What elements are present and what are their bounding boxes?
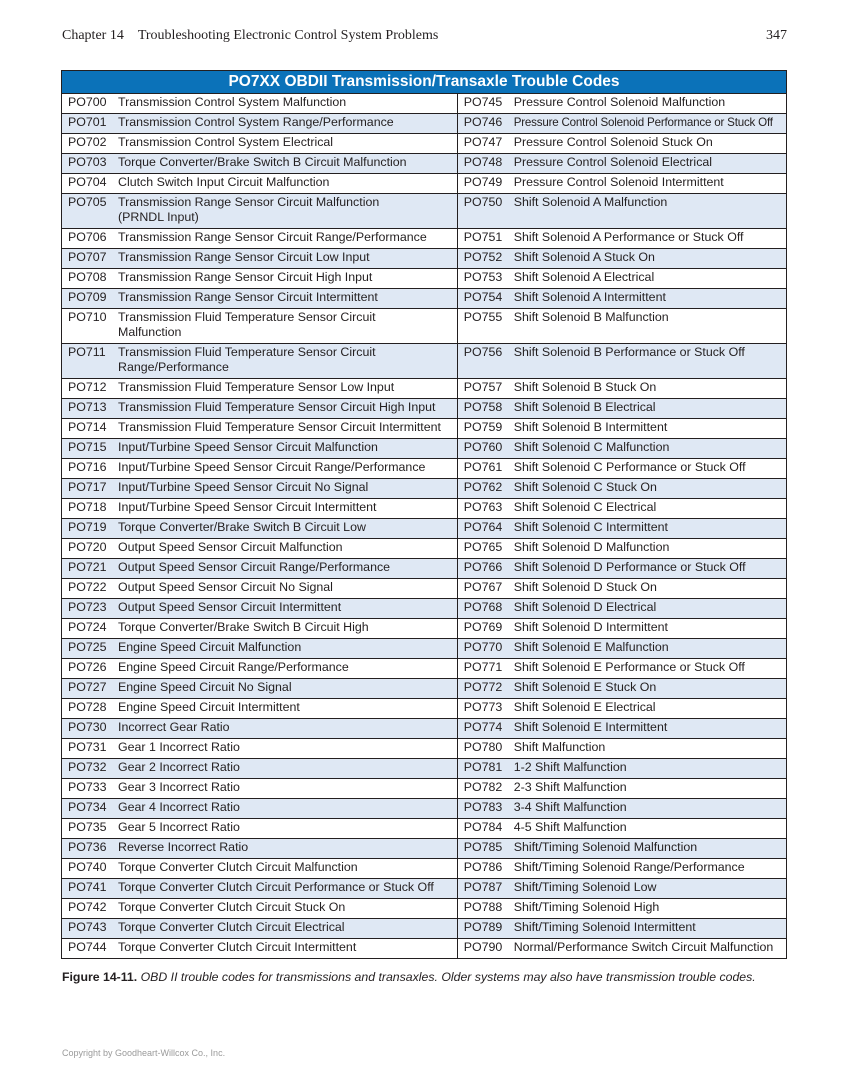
cell-description: Shift/Timing Solenoid Intermittent [508, 919, 787, 939]
cell-description: Shift Solenoid C Electrical [508, 499, 787, 519]
cell-description: Shift Solenoid A Malfunction [508, 194, 787, 229]
cell-code: PO716 [62, 459, 113, 479]
cell-code: PO766 [457, 559, 508, 579]
table-row [62, 719, 787, 739]
table-row [62, 839, 787, 859]
table-row [62, 174, 787, 194]
cell-code: PO740 [62, 859, 113, 879]
cell-description: Shift Solenoid A Stuck On [508, 249, 787, 269]
cell-code: PO714 [62, 419, 113, 439]
cell-code: PO741 [62, 879, 113, 899]
cell-description: Pressure Control Solenoid Electrical [508, 154, 787, 174]
cell-code: PO724 [62, 619, 113, 639]
cell-code: PO712 [62, 379, 113, 399]
cell-description: Output Speed Sensor Circuit No Signal [112, 579, 457, 599]
cell-code: PO763 [457, 499, 508, 519]
cell-description: Shift Solenoid B Intermittent [508, 419, 787, 439]
cell-description: Gear 2 Incorrect Ratio [112, 759, 457, 779]
cell-description: Torque Converter Clutch Circuit Malfunction [112, 859, 457, 879]
cell-description: Engine Speed Circuit No Signal [112, 679, 457, 699]
table-row [62, 879, 787, 899]
cell-code: PO708 [62, 269, 113, 289]
table-row [62, 114, 787, 134]
cell-code: PO726 [62, 659, 113, 679]
cell-code: PO752 [457, 249, 508, 269]
table-row [62, 439, 787, 459]
table-row [62, 739, 787, 759]
cell-description: Shift Malfunction [508, 739, 787, 759]
cell-code: PO709 [62, 289, 113, 309]
cell-description: Shift Solenoid B Performance or Stuck Off [508, 344, 787, 379]
cell-description: Shift Solenoid E Malfunction [508, 639, 787, 659]
cell-description: Gear 5 Incorrect Ratio [112, 819, 457, 839]
cell-description: Shift Solenoid C Stuck On [508, 479, 787, 499]
figure-caption [62, 970, 756, 984]
cell-description: Shift Solenoid D Stuck On [508, 579, 787, 599]
cell-code: PO718 [62, 499, 113, 519]
cell-description: Shift Solenoid D Electrical [508, 599, 787, 619]
cell-description: Transmission Fluid Temperature Sensor Circuit Malfunction [112, 309, 457, 344]
table-row [62, 539, 787, 559]
cell-description: 2-3 Shift Malfunction [508, 779, 787, 799]
cell-description: Shift Solenoid E Performance or Stuck Off [508, 659, 787, 679]
table-row [62, 344, 787, 379]
cell-code: PO710 [62, 309, 113, 344]
page-number: 347 [766, 28, 787, 43]
cell-description: Shift/Timing Solenoid High [508, 899, 787, 919]
cell-description: Input/Turbine Speed Sensor Circuit Malfunction [112, 439, 457, 459]
table-row [62, 859, 787, 879]
cell-code: PO758 [457, 399, 508, 419]
cell-description: Torque Converter/Brake Switch B Circuit Malfunction [112, 154, 457, 174]
cell-description: Transmission Range Sensor Circuit Range/Performance [112, 229, 457, 249]
cell-code: PO760 [457, 439, 508, 459]
cell-description: Engine Speed Circuit Intermittent [112, 699, 457, 719]
cell-code: PO753 [457, 269, 508, 289]
cell-description: Transmission Range Sensor Circuit Intermittent [112, 289, 457, 309]
cell-code: PO731 [62, 739, 113, 759]
cell-code: PO728 [62, 699, 113, 719]
cell-description: Shift Solenoid D Intermittent [508, 619, 787, 639]
cell-code: PO743 [62, 919, 113, 939]
cell-code: PO785 [457, 839, 508, 859]
table-row [62, 229, 787, 249]
cell-description: Shift Solenoid E Intermittent [508, 719, 787, 739]
running-header [62, 28, 787, 44]
cell-description: Shift Solenoid C Intermittent [508, 519, 787, 539]
cell-description: Transmission Range Sensor Circuit High Input [112, 269, 457, 289]
cell-description: Torque Converter Clutch Circuit Electrical [112, 919, 457, 939]
cell-code: PO704 [62, 174, 113, 194]
cell-description: Engine Speed Circuit Range/Performance [112, 659, 457, 679]
cell-description: Clutch Switch Input Circuit Malfunction [112, 174, 457, 194]
cell-description: Shift Solenoid D Performance or Stuck Off [508, 559, 787, 579]
table-title: PO7XX OBDII Transmission/Transaxle Trouble Codes [62, 71, 787, 94]
cell-description: Shift Solenoid E Electrical [508, 699, 787, 719]
cell-code: PO719 [62, 519, 113, 539]
cell-description: Shift Solenoid B Electrical [508, 399, 787, 419]
cell-description: 3-4 Shift Malfunction [508, 799, 787, 819]
cell-description: Gear 1 Incorrect Ratio [112, 739, 457, 759]
cell-code: PO722 [62, 579, 113, 599]
cell-description: Pressure Control Solenoid Malfunction [508, 94, 787, 114]
table-row [62, 699, 787, 719]
cell-code: PO770 [457, 639, 508, 659]
cell-description: Gear 4 Incorrect Ratio [112, 799, 457, 819]
cell-description: Shift Solenoid D Malfunction [508, 539, 787, 559]
cell-description: Shift Solenoid C Performance or Stuck Off [508, 459, 787, 479]
cell-code: PO757 [457, 379, 508, 399]
cell-description: Transmission Control System Malfunction [112, 94, 457, 114]
cell-code: PO751 [457, 229, 508, 249]
cell-code: PO765 [457, 539, 508, 559]
table-row [62, 399, 787, 419]
cell-description: Torque Converter Clutch Circuit Stuck On [112, 899, 457, 919]
cell-description: Pressure Control Solenoid Performance or Stuck Off [508, 114, 787, 134]
cell-code: PO730 [62, 719, 113, 739]
cell-code: PO780 [457, 739, 508, 759]
cell-description: Shift/Timing Solenoid Range/Performance [508, 859, 787, 879]
cell-description: Transmission Control System Electrical [112, 134, 457, 154]
cell-code: PO773 [457, 699, 508, 719]
cell-description: Gear 3 Incorrect Ratio [112, 779, 457, 799]
cell-code: PO727 [62, 679, 113, 699]
table-row [62, 379, 787, 399]
cell-description: Pressure Control Solenoid Intermittent [508, 174, 787, 194]
cell-description: Torque Converter Clutch Circuit Performance or Stuck Off [112, 879, 457, 899]
cell-code: PO713 [62, 399, 113, 419]
cell-code: PO707 [62, 249, 113, 269]
cell-code: PO720 [62, 539, 113, 559]
cell-description: Shift Solenoid A Performance or Stuck Off [508, 229, 787, 249]
cell-code: PO735 [62, 819, 113, 839]
cell-description: Transmission Control System Range/Performance [112, 114, 457, 134]
cell-description: Torque Converter/Brake Switch B Circuit Low [112, 519, 457, 539]
cell-description: Torque Converter/Brake Switch B Circuit High [112, 619, 457, 639]
cell-description: Shift Solenoid B Malfunction [508, 309, 787, 344]
cell-code: PO784 [457, 819, 508, 839]
cell-code: PO772 [457, 679, 508, 699]
table-row [62, 559, 787, 579]
cell-code: PO705 [62, 194, 113, 229]
cell-code: PO750 [457, 194, 508, 229]
cell-code: PO703 [62, 154, 113, 174]
cell-code: PO725 [62, 639, 113, 659]
cell-code: PO715 [62, 439, 113, 459]
cell-code: PO700 [62, 94, 113, 114]
table-row [62, 499, 787, 519]
cell-description: Input/Turbine Speed Sensor Circuit Range/Performance [112, 459, 457, 479]
table-row [62, 779, 787, 799]
table-row [62, 599, 787, 619]
table-row [62, 799, 787, 819]
cell-code: PO746 [457, 114, 508, 134]
cell-code: PO717 [62, 479, 113, 499]
cell-description: Shift Solenoid A Intermittent [508, 289, 787, 309]
cell-code: PO754 [457, 289, 508, 309]
cell-description: Engine Speed Circuit Malfunction [112, 639, 457, 659]
table-row [62, 919, 787, 939]
cell-description: Transmission Fluid Temperature Sensor Circuit High Input [112, 399, 457, 419]
cell-code: PO782 [457, 779, 508, 799]
cell-code: PO762 [457, 479, 508, 499]
cell-description: Transmission Range Sensor Circuit Low Input [112, 249, 457, 269]
table-row [62, 154, 787, 174]
cell-code: PO767 [457, 579, 508, 599]
cell-description: 4-5 Shift Malfunction [508, 819, 787, 839]
cell-code: PO788 [457, 899, 508, 919]
cell-description: Torque Converter Clutch Circuit Intermittent [112, 939, 457, 959]
cell-description: Normal/Performance Switch Circuit Malfunction [508, 939, 787, 959]
cell-code: PO748 [457, 154, 508, 174]
table-row [62, 289, 787, 309]
cell-description: Shift Solenoid C Malfunction [508, 439, 787, 459]
cell-code: PO701 [62, 114, 113, 134]
cell-code: PO733 [62, 779, 113, 799]
cell-code: PO711 [62, 344, 113, 379]
cell-code: PO736 [62, 839, 113, 859]
table-row [62, 459, 787, 479]
trouble-codes-table [61, 70, 787, 959]
cell-description: Output Speed Sensor Circuit Range/Performance [112, 559, 457, 579]
caption-label: Figure 14-11. [62, 970, 138, 984]
table-row [62, 419, 787, 439]
cell-description: Output Speed Sensor Circuit Intermittent [112, 599, 457, 619]
cell-code: PO790 [457, 939, 508, 959]
cell-description: Transmission Range Sensor Circuit Malfunction (PRNDL Input) [112, 194, 457, 229]
cell-code: PO771 [457, 659, 508, 679]
table-row [62, 659, 787, 679]
cell-description: Shift/Timing Solenoid Low [508, 879, 787, 899]
cell-description: Reverse Incorrect Ratio [112, 839, 457, 859]
chapter-title: Troubleshooting Electronic Control System Problems [137, 28, 439, 43]
caption-text: OBD II trouble codes for transmissions and transaxles. Older systems may also have transmission trouble codes. [137, 970, 756, 984]
table-row [62, 679, 787, 699]
cell-code: PO742 [62, 899, 113, 919]
cell-code: PO721 [62, 559, 113, 579]
cell-code: PO756 [457, 344, 508, 379]
table-row [62, 899, 787, 919]
cell-code: PO761 [457, 459, 508, 479]
cell-code: PO723 [62, 599, 113, 619]
cell-description: Shift Solenoid A Electrical [508, 269, 787, 289]
cell-code: PO768 [457, 599, 508, 619]
cell-description: Shift Solenoid B Stuck On [508, 379, 787, 399]
cell-code: PO734 [62, 799, 113, 819]
cell-code: PO769 [457, 619, 508, 639]
table-row [62, 269, 787, 289]
cell-code: PO749 [457, 174, 508, 194]
cell-description: 1-2 Shift Malfunction [508, 759, 787, 779]
cell-description: Shift Solenoid E Stuck On [508, 679, 787, 699]
table-row [62, 819, 787, 839]
chapter-number: Chapter 14 [62, 28, 124, 43]
cell-description: Pressure Control Solenoid Stuck On [508, 134, 787, 154]
cell-description: Input/Turbine Speed Sensor Circuit No Signal [112, 479, 457, 499]
table-row [62, 639, 787, 659]
cell-description: Input/Turbine Speed Sensor Circuit Intermittent [112, 499, 457, 519]
table-row [62, 309, 787, 344]
cell-code: PO787 [457, 879, 508, 899]
cell-code: PO774 [457, 719, 508, 739]
cell-code: PO755 [457, 309, 508, 344]
cell-description: Transmission Fluid Temperature Sensor Circuit Range/Performance [112, 344, 457, 379]
cell-code: PO732 [62, 759, 113, 779]
cell-description: Shift/Timing Solenoid Malfunction [508, 839, 787, 859]
cell-code: PO759 [457, 419, 508, 439]
table-row [62, 94, 787, 114]
cell-code: PO744 [62, 939, 113, 959]
cell-description: Transmission Fluid Temperature Sensor Circuit Intermittent [112, 419, 457, 439]
cell-code: PO747 [457, 134, 508, 154]
table-row [62, 479, 787, 499]
cell-code: PO783 [457, 799, 508, 819]
table-row [62, 194, 787, 229]
cell-description: Incorrect Gear Ratio [112, 719, 457, 739]
cell-code: PO786 [457, 859, 508, 879]
table-row [62, 619, 787, 639]
cell-code: PO789 [457, 919, 508, 939]
cell-description: Output Speed Sensor Circuit Malfunction [112, 539, 457, 559]
cell-code: PO706 [62, 229, 113, 249]
copyright: Copyright by Goodheart-Willcox Co., Inc. [62, 1048, 226, 1058]
cell-code: PO702 [62, 134, 113, 154]
table-row [62, 579, 787, 599]
table-row [62, 939, 787, 959]
cell-code: PO764 [457, 519, 508, 539]
cell-code: PO781 [457, 759, 508, 779]
table-row [62, 759, 787, 779]
cell-description: Transmission Fluid Temperature Sensor Low Input [112, 379, 457, 399]
table-row [62, 519, 787, 539]
cell-code: PO745 [457, 94, 508, 114]
table-row [62, 134, 787, 154]
table-row [62, 249, 787, 269]
